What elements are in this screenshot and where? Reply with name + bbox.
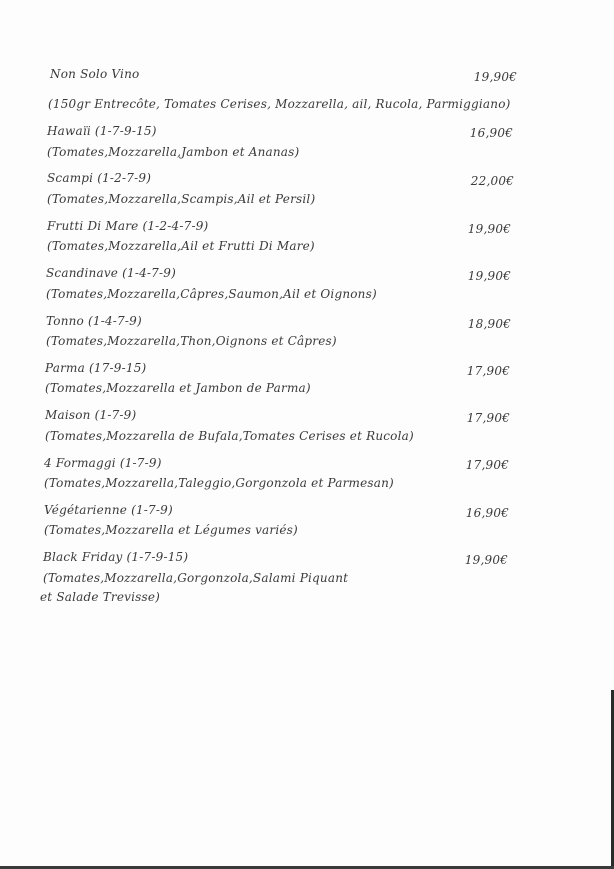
- item-price: 16,90€: [469, 126, 513, 140]
- item-description: (Tomates,Mozzarella,Câpres,Saumon,Ail et Oignons): [46, 287, 377, 301]
- item-description: (Tomates,Mozzarella,Gorgonzola,Salami Piquant: [43, 571, 349, 585]
- item-name: Hawaïi (1-7-9-15): [47, 124, 157, 138]
- item-description: (Tomates,Mozzarella,Scampis,Ail et Persil): [47, 192, 316, 206]
- item-price: 16,90€: [465, 506, 509, 520]
- item-name: Scampi (1-2-7-9): [47, 171, 152, 185]
- item-name: 4 Formaggi (1-7-9): [44, 456, 162, 470]
- item-description-line2: et Salade Trevisse): [40, 590, 161, 604]
- item-price: 19,90€: [473, 70, 517, 84]
- item-name: Tonno (1-4-7-9): [46, 314, 142, 328]
- item-price: 17,90€: [466, 364, 510, 378]
- item-name: Frutti Di Mare (1-2-4-7-9): [47, 219, 209, 233]
- item-name: Parma (17-9-15): [45, 361, 147, 375]
- item-name: Maison (1-7-9): [45, 408, 137, 422]
- item-description: (150gr Entrecôte, Tomates Cerises, Mozzarella, ail, Rucola, Parmiggiano): [48, 97, 511, 111]
- item-description: (Tomates,Mozzarella,Taleggio,Gorgonzola et Parmesan): [44, 476, 394, 490]
- item-price: 17,90€: [465, 458, 509, 472]
- item-description: (Tomates,Mozzarella,Jambon et Ananas): [47, 145, 300, 159]
- item-description: (Tomates,Mozzarella de Bufala,Tomates Cerises et Rucola): [45, 429, 414, 443]
- item-description: (Tomates,Mozzarella et Jambon de Parma): [45, 381, 311, 395]
- item-description: (Tomates,Mozzarella et Légumes variés): [44, 523, 298, 537]
- item-price: 19,90€: [464, 553, 508, 567]
- item-name: Végétarienne (1-7-9): [44, 503, 173, 517]
- item-description: (Tomates,Mozzarella,Thon,Oignons et Câpres): [46, 334, 337, 348]
- item-price: 17,90€: [466, 411, 510, 425]
- item-name: Scandinave (1-4-7-9): [46, 266, 176, 280]
- item-price: 18,90€: [467, 317, 511, 331]
- item-name: Black Friday (1-7-9-15): [43, 550, 189, 564]
- item-description: (Tomates,Mozzarella,Ail et Frutti Di Mare): [47, 239, 315, 253]
- item-price: 22,00€: [470, 174, 514, 188]
- item-price: 19,90€: [467, 269, 511, 283]
- item-price: 19,90€: [467, 222, 511, 236]
- item-name: Non Solo Vino: [50, 67, 140, 81]
